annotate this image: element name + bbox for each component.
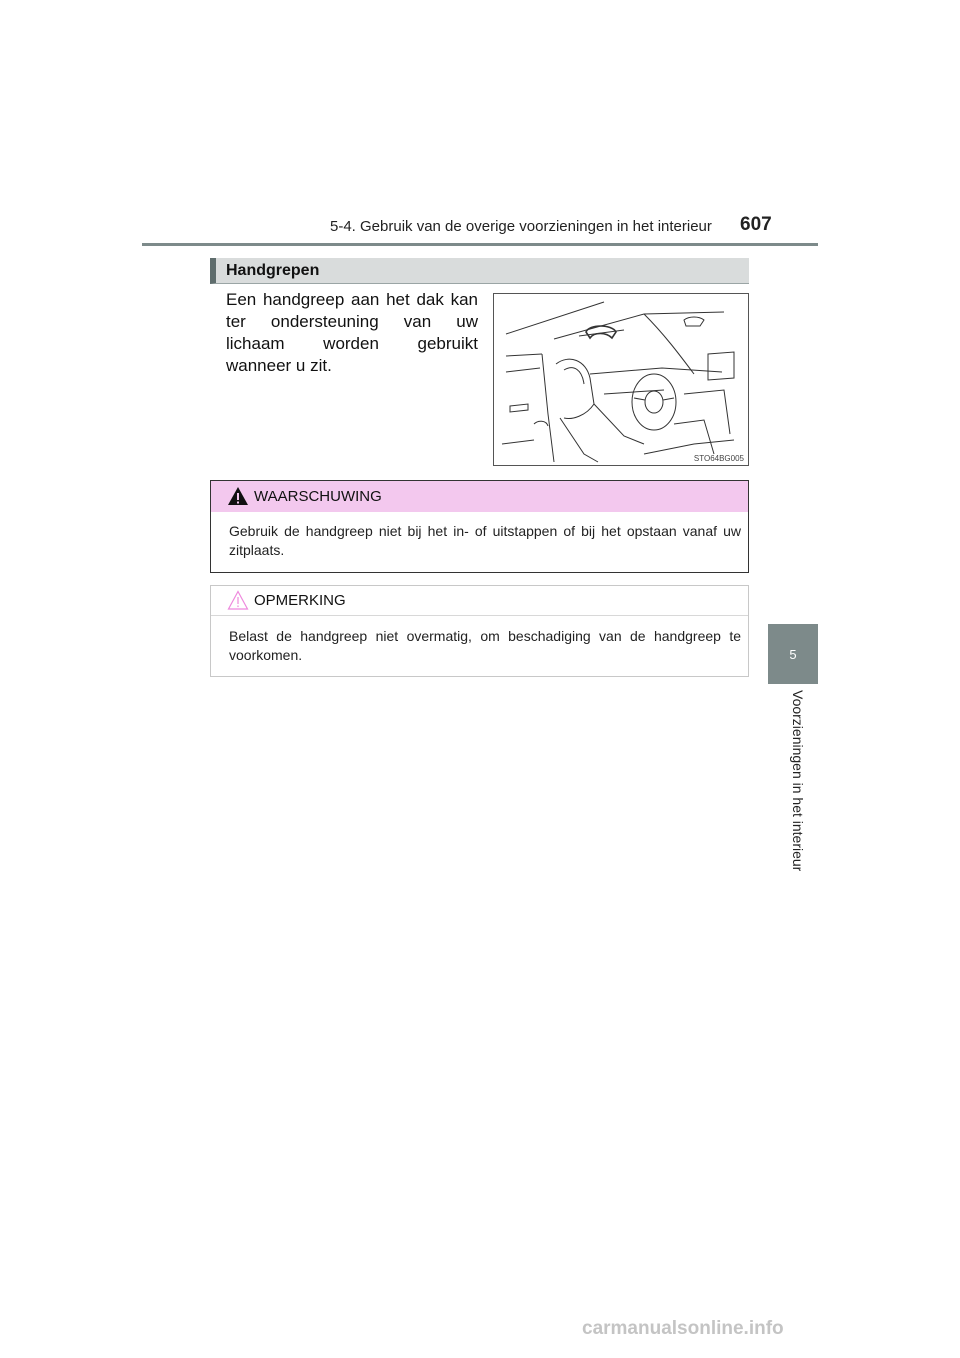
notice-title: OPMERKING	[254, 592, 346, 609]
chapter-tab	[768, 624, 818, 684]
chapter-title: Voorzieningen in het interieur	[790, 690, 806, 872]
running-header: 5-4. Gebruik van de overige voorzieningen in het interieur	[330, 218, 712, 235]
grab-handle-illustration	[493, 293, 749, 466]
section-heading	[210, 258, 749, 284]
caution-triangle-outline-icon	[227, 590, 249, 610]
chapter-number: 5	[789, 646, 797, 662]
notice-box	[210, 585, 749, 677]
section-heading-text: Handgrepen	[226, 262, 320, 279]
car-interior-drawing	[494, 294, 748, 465]
watermark: carmanualsonline.info	[582, 1318, 784, 1339]
notice-text: Belast de handgreep niet overmatig, om beschadiging van de handgreep te voorkomen.	[229, 628, 741, 663]
warning-box	[210, 480, 749, 573]
warning-text: Gebruik de handgreep niet bij het in- of uitstappen of bij het opstaan vanaf uw zitplaats.	[229, 523, 741, 558]
notice-header	[211, 586, 748, 616]
page-number: 607	[740, 214, 772, 235]
warning-triangle-icon	[227, 486, 249, 506]
warning-header	[211, 481, 748, 512]
section-body-text: Een handgreep aan het dak kan ter ondersteuning van uw lichaam worden gebruikt wanneer u zit.	[226, 290, 478, 375]
illustration-code: STO64BG005	[693, 454, 744, 463]
warning-title: WAARSCHUWING	[254, 488, 382, 505]
header-rule	[142, 243, 818, 246]
